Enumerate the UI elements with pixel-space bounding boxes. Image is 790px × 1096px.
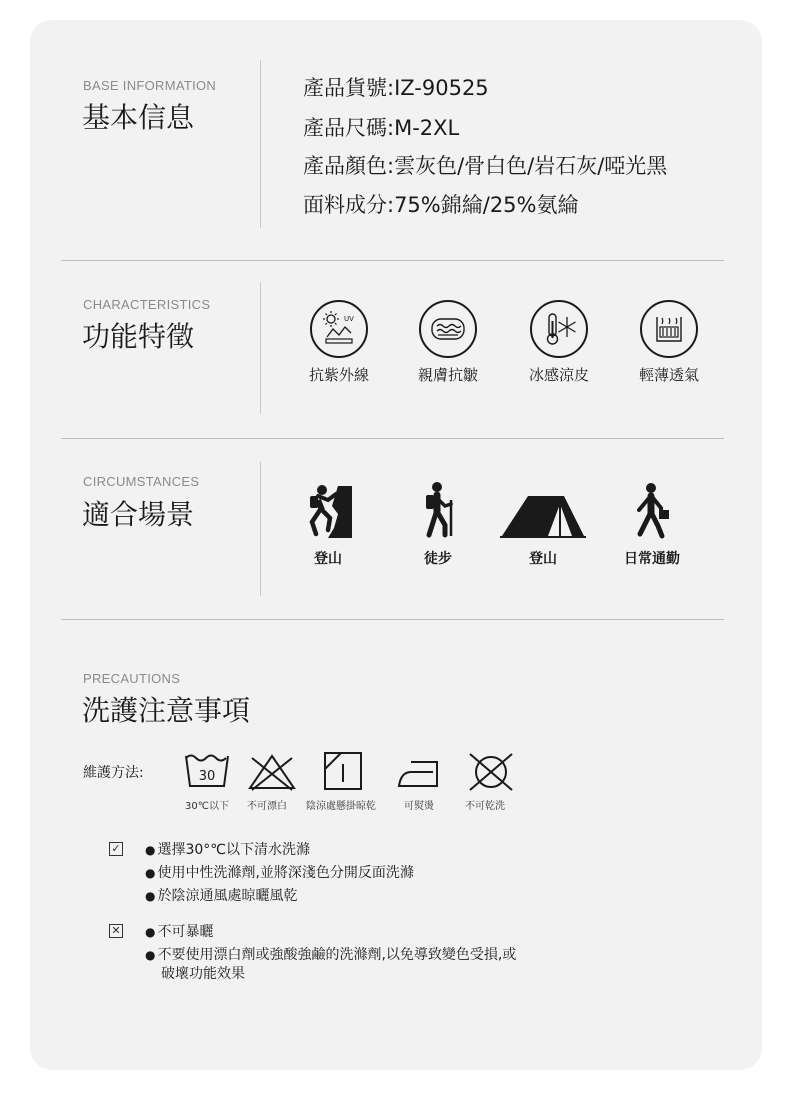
uv-protection-icon	[317, 307, 361, 351]
base-section-label: BASE INFORMATION	[83, 78, 217, 93]
do-item: ● 選擇30°℃以下清水洗滌	[145, 842, 311, 858]
do-check-icon: ✓	[109, 842, 123, 856]
wash-30-icon	[182, 750, 232, 792]
base-divider	[260, 60, 261, 228]
climbing-icon	[298, 480, 358, 540]
scene-hiking	[383, 480, 493, 568]
circumstances-divider	[260, 462, 261, 596]
dont-cross-icon: ✕	[109, 924, 123, 938]
feature-label: 輕薄透氣	[638, 366, 699, 384]
care-method-label: 維護方法:	[83, 765, 144, 781]
dont-item: ● 不要使用漂白劑或強酸強鹼的洗滌劑,以免導致變色受損,或	[145, 947, 517, 963]
feature-wrinkle-resistant	[393, 300, 503, 385]
info-item-size: 產品尺碼:M-2XL	[303, 116, 460, 140]
cooling-icon	[537, 307, 581, 351]
iron-icon	[393, 750, 445, 792]
info-item-fabric: 面料成分:75%錦綸/25%氨綸	[303, 193, 579, 217]
section-separator	[61, 438, 724, 439]
hiking-icon	[413, 480, 463, 540]
line-dry-shade-icon	[320, 750, 366, 792]
care-caption: 可熨燙	[404, 801, 434, 812]
dont-item-continued: 破壞功能效果	[161, 966, 245, 982]
characteristics-section-label: CHARACTERISTICS	[83, 297, 211, 312]
feature-label: 親膚抗皺	[417, 366, 478, 384]
no-bleach-icon	[246, 750, 298, 792]
feature-label: 抗紫外線	[308, 366, 369, 384]
section-separator	[61, 260, 724, 261]
characteristics-divider	[260, 282, 261, 414]
breathable-icon	[647, 307, 691, 351]
care-caption: 不可乾洗	[465, 801, 505, 812]
feature-cooling	[504, 300, 614, 385]
feature-uv-protection	[284, 300, 394, 385]
care-caption: 陰涼處懸掛晾乾	[306, 801, 376, 812]
scene-camping	[488, 480, 598, 568]
precautions-section-title: 洗護注意事項	[82, 694, 251, 727]
scene-label: 徒步	[424, 551, 452, 567]
wrinkle-resistant-icon	[426, 307, 470, 351]
base-section-title: 基本信息	[82, 101, 195, 134]
scene-commute	[597, 480, 707, 568]
scene-label: 登山	[529, 551, 557, 567]
info-item-code: 產品貨號:IZ-90525	[303, 76, 489, 100]
info-item-color: 產品顏色:雲灰色/骨白色/岩石灰/啞光黑	[303, 154, 668, 178]
svg-text:30: 30	[198, 769, 216, 784]
care-caption: 不可漂白	[247, 801, 287, 812]
feature-label: 冰感涼皮	[528, 366, 589, 384]
do-item: ● 使用中性洗滌劑,並將深淺色分開反面洗滌	[145, 865, 414, 881]
feature-breathable	[614, 300, 724, 385]
circumstances-section-label: CIRCUMSTANCES	[83, 474, 200, 489]
dont-item: ● 不可暴曬	[145, 924, 214, 940]
tent-icon	[498, 490, 588, 540]
svg-text:UV: UV	[344, 315, 354, 323]
characteristics-section-title: 功能特徵	[82, 320, 195, 353]
circumstances-section-title: 適合場景	[82, 498, 195, 531]
section-separator	[61, 619, 724, 620]
no-dry-clean-icon	[464, 750, 518, 792]
care-caption: 30℃以下	[185, 801, 229, 812]
scene-label: 登山	[314, 551, 342, 567]
precautions-section-label: PRECAUTIONS	[83, 671, 181, 686]
do-item: ● 於陰涼通風處晾曬風乾	[145, 888, 298, 904]
scene-climbing	[273, 480, 383, 568]
commute-icon	[627, 480, 677, 540]
scene-label: 日常通勤	[624, 551, 680, 567]
